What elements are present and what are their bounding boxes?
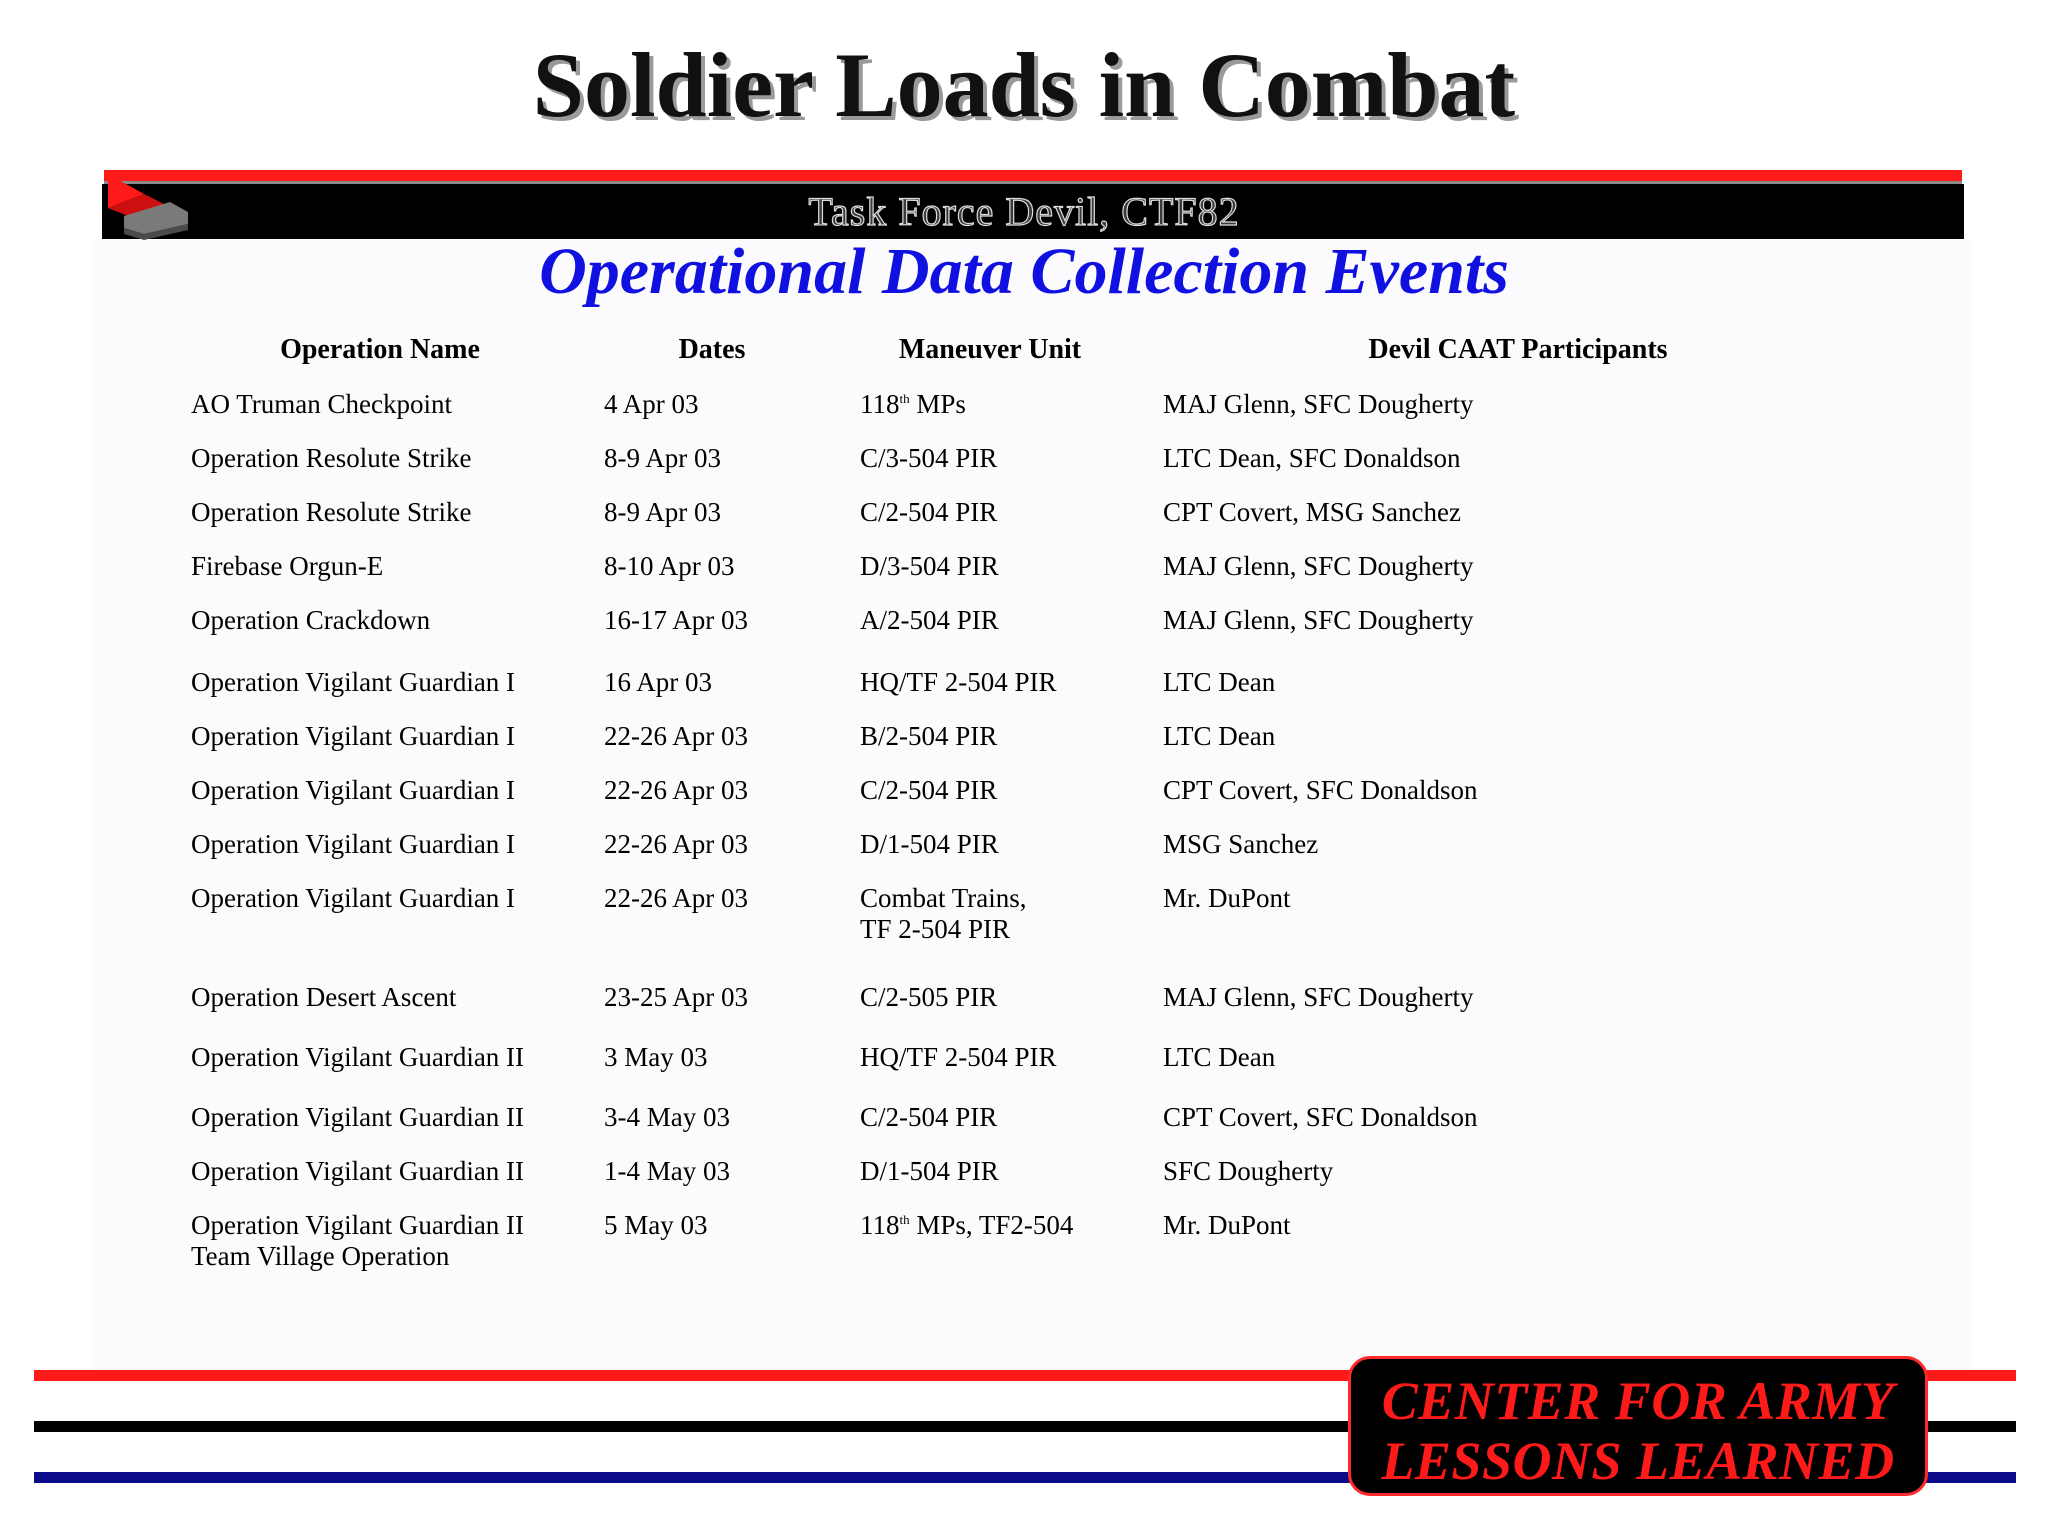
participants-cell: LTC Dean, SFC Donaldson [1163,443,1461,473]
participants-cell: LTC Dean [1163,667,1276,697]
maneuver-unit-text: B/2-504 PIR [860,721,998,751]
maneuver-unit-text: HQ/TF 2-504 PIR [860,1042,1057,1072]
maneuver-unit-cell [860,882,1027,914]
call-logo-line-1: CENTER FOR ARMY [1381,1371,1895,1431]
operation-name-cell: Operation Desert Ascent [191,982,457,1012]
participants-cell: MSG Sanchez [1163,829,1319,859]
participants-cell: Mr. DuPont [1163,883,1291,913]
maneuver-unit-text: HQ/TF 2-504 PIR [860,667,1057,697]
maneuver-unit-cell [860,666,1057,698]
participants-cell: MAJ Glenn, SFC Dougherty [1163,551,1474,581]
operation-name-cell: Operation Vigilant Guardian II [191,1156,525,1186]
maneuver-unit-text: C/2-505 PIR [860,982,998,1012]
dates-cell: 4 Apr 03 [604,389,699,419]
dates-cell: 1-4 May 03 [604,1156,730,1186]
ordinal-suffix: th [899,391,910,406]
banner-text: Task Force Devil, CTF82 [808,189,1240,234]
participants-cell: Mr. DuPont [1163,1210,1291,1240]
dates-cell: 16-17 Apr 03 [604,605,748,635]
maneuver-unit-cell [860,1041,1057,1073]
participants-cell: SFC Dougherty [1163,1156,1334,1186]
dates-cell: 3-4 May 03 [604,1102,730,1132]
maneuver-unit-cell [860,442,997,474]
operation-name-cell: Operation Crackdown [191,605,431,635]
maneuver-unit-text: D/3-504 PIR [860,551,999,581]
column-header-operation: Operation Name [280,334,480,365]
maneuver-unit-text-suffix: MPs, TF2-504 [909,1210,1074,1240]
participants-cell: CPT Covert, MSG Sanchez [1163,497,1461,527]
maneuver-unit-cell [860,550,999,582]
page-title: Soldier Loads in Combat [532,34,1516,136]
maneuver-unit-text: C/2-504 PIR [860,775,998,805]
participants-cell: LTC Dean [1163,721,1276,751]
ordinal-suffix: th [899,1212,910,1227]
participants-cell: CPT Covert, SFC Donaldson [1163,775,1478,805]
maneuver-unit-text: Combat Trains, [860,883,1027,913]
maneuver-unit-text: 118 [860,389,900,419]
operation-name-cell-line-2: Team Village Operation [191,1241,450,1271]
maneuver-unit-text: C/2-504 PIR [860,497,998,527]
maneuver-unit-cell [860,604,999,636]
operation-name-cell: Operation Vigilant Guardian I [191,667,516,697]
participants-cell: MAJ Glenn, SFC Dougherty [1163,389,1474,419]
maneuver-unit-cell [860,1209,1073,1241]
dates-cell: 8-10 Apr 03 [604,551,735,581]
maneuver-unit-text-suffix: MPs [909,389,966,419]
operation-name-cell: Operation Vigilant Guardian II [191,1210,525,1240]
participants-cell: MAJ Glenn, SFC Dougherty [1163,605,1474,635]
operation-name-cell: Operation Vigilant Guardian I [191,721,516,751]
dates-cell: 22-26 Apr 03 [604,883,748,913]
column-header-participants: Devil CAAT Participants [1368,334,1668,365]
dates-cell: 16 Apr 03 [604,667,712,697]
maneuver-unit-text: D/1-504 PIR [860,1156,999,1186]
column-header-unit: Maneuver Unit [898,334,1082,365]
dates-cell: 8-9 Apr 03 [604,443,721,473]
dates-cell: 22-26 Apr 03 [604,721,748,751]
participants-cell: CPT Covert, SFC Donaldson [1163,1102,1478,1132]
dates-cell: 22-26 Apr 03 [604,829,748,859]
maneuver-unit-text: 118 [860,1210,900,1240]
maneuver-unit-text: C/2-504 PIR [860,1102,998,1132]
dates-cell: 22-26 Apr 03 [604,775,748,805]
call-logo-line-2: LESSONS LEARNED [1381,1431,1895,1491]
maneuver-unit-cell [860,981,997,1013]
maneuver-unit-text: D/1-504 PIR [860,829,999,859]
maneuver-unit-text: C/3-504 PIR [860,443,998,473]
dates-cell: 23-25 Apr 03 [604,982,748,1012]
operation-name-cell: AO Truman Checkpoint [191,389,453,419]
maneuver-unit-cell [860,388,966,420]
participants-cell: LTC Dean [1163,1042,1276,1072]
maneuver-unit-cell [860,496,997,528]
column-header-dates: Dates [678,334,746,365]
section-subtitle: Operational Data Collection Events [539,235,1509,308]
maneuver-unit-cell [860,774,997,806]
operation-name-cell: Operation Vigilant Guardian II [191,1042,525,1072]
operation-name-cell: Operation Vigilant Guardian I [191,775,516,805]
dates-cell: 5 May 03 [604,1210,708,1240]
dates-cell: 8-9 Apr 03 [604,497,721,527]
maneuver-unit-cell [860,1155,999,1187]
maneuver-unit-cell [860,828,999,860]
operation-name-cell: Operation Vigilant Guardian II [191,1102,525,1132]
operation-name-cell: Operation Resolute Strike [191,497,472,527]
operation-name-cell: Firebase Orgun-E [191,551,384,581]
maneuver-unit-cell-line-2: TF 2-504 PIR [860,914,1011,944]
dates-cell: 3 May 03 [604,1042,708,1072]
operation-name-cell: Operation Resolute Strike [191,443,472,473]
maneuver-unit-cell [860,720,997,752]
maneuver-unit-text: A/2-504 PIR [860,605,999,635]
participants-cell: MAJ Glenn, SFC Dougherty [1163,982,1474,1012]
operation-name-cell: Operation Vigilant Guardian I [191,829,516,859]
operation-name-cell: Operation Vigilant Guardian I [191,883,516,913]
maneuver-unit-cell [860,1101,997,1133]
